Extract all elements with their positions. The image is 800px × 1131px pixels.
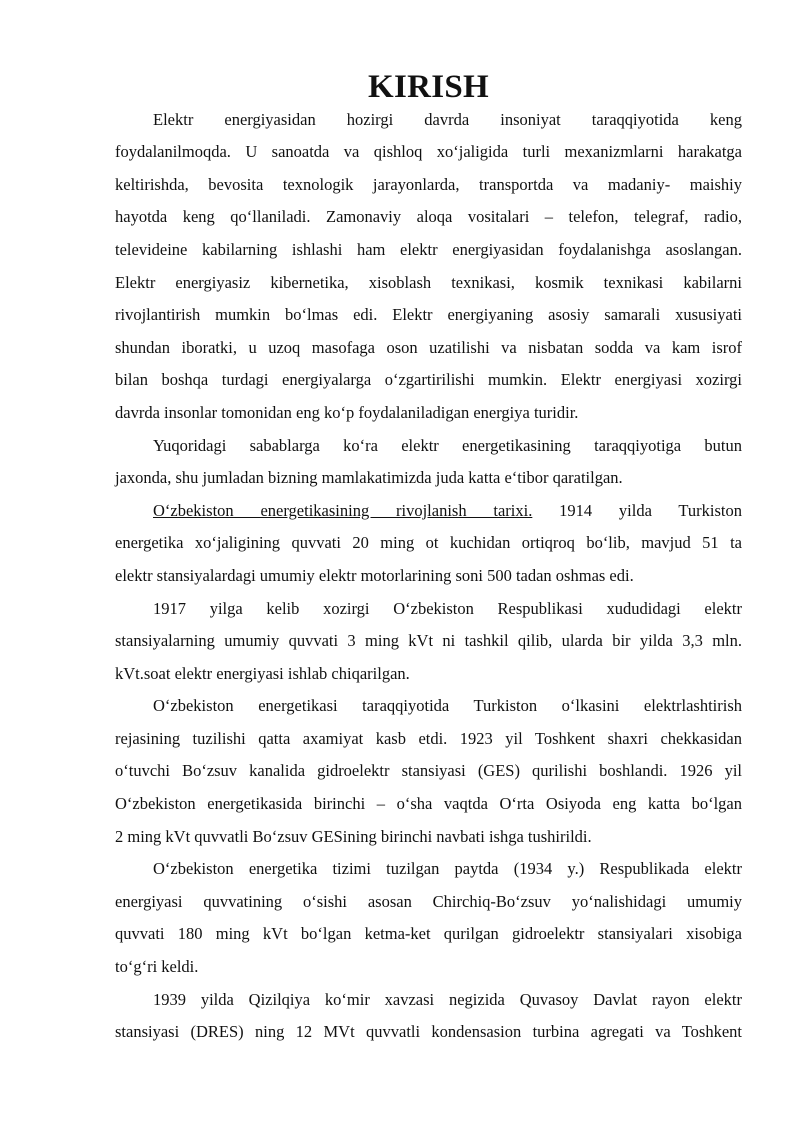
text-line-with-heading [115, 495, 742, 528]
text-line: hayotda keng qo‘llaniladi. Zamonaviy aloqa vositalari – telefon, telegraf, radio, [115, 207, 742, 227]
paragraph-intro [115, 104, 742, 430]
document-title: KIRISH [367, 69, 489, 105]
text-line: televideine kabilarning ishlashi ham elektr energiyasidan foydalanishga asoslangan. [115, 239, 742, 259]
text-line: shundan iboratki, u uzoq masofaga oson uzatilishi va nisbatan sodda va kam isrof [115, 337, 742, 357]
text-line: davrda insonlar tomonidan eng ko‘p foydalaniladigan energiya turidir. [115, 402, 579, 422]
paragraph-reasons [115, 430, 742, 495]
text-line: O‘zbekiston energetika tizimi tuzilgan paytda (1934 y.) Respublikada elektr [153, 859, 742, 879]
text-line: O‘zbekiston energetikasi taraqqiyotida Turkiston o‘lkasini elektrlashtirish [153, 696, 742, 716]
text-line: energiyasi quvvatining o‘sishi asosan Chirchiq-Bo‘zsuv yo‘nalishidagi umumiy [115, 891, 742, 911]
text-line: Elektr energiyasiz kibernetika, xisoblash texnikasi, kosmik texnikasi kabilarni [115, 272, 742, 292]
text-line: bilan boshqa turdagi energiyalarga o‘zgartirilishi mumkin. Elektr energiyasi xozirgi [115, 370, 742, 390]
paragraph-1934 [115, 853, 742, 983]
section-heading-underlined: O‘zbekiston energetikasining rivojlanish tarixi. [153, 500, 533, 520]
paragraph-1939 [115, 984, 742, 1049]
text-line: 1939 yilda Qizilqiya ko‘mir xavzasi negizida Quvasoy Davlat rayon elektr [153, 989, 742, 1009]
paragraph-history [115, 495, 742, 593]
text-line: to‘g‘ri keldi. [115, 957, 199, 977]
text-line: jaxonda, shu jumladan bizning mamlakatimizda juda katta e‘tibor qaratilgan. [115, 468, 623, 488]
text-line: keltirishda, bevosita texnologik jarayonlarda, transportda va madaniy- maishiy [115, 174, 742, 194]
text-line: Elektr energiyasidan hozirgi davrda insoniyat taraqqiyotida keng [153, 109, 742, 129]
text-line: elektr stansiyalardagi umumiy elektr motorlarining soni 500 tadan oshmas edi. [115, 565, 634, 585]
text-line: Yuqoridagi sabablarga ko‘ra elektr energetikasining taraqqiyotiga butun [153, 435, 742, 455]
paragraph-1917 [115, 593, 742, 691]
text-line: 2 ming kVt quvvatli Bo‘zsuv GESining birinchi navbati ishga tushirildi. [115, 826, 592, 846]
text-line: quvvati 180 ming kVt bo‘lgan ketma-ket qurilgan gidroelektr stansiyalari xisobiga [115, 924, 742, 944]
text-line: energetika xo‘jaligining quvvati 20 ming ot kuchidan ortiqroq bo‘lib, mavjud 51 ta [115, 533, 742, 553]
text-line: o‘tuvchi Bo‘zsuv kanalida gidroelektr stansiyasi (GES) qurilishi boshlandi. 1926 yil [115, 761, 742, 781]
text-line: rivojlantirish mumkin bo‘lmas edi. Elektr energiyaning asosiy samarali xususiyati [115, 305, 742, 325]
text-line: rejasining tuzilishi qatta axamiyat kasb etdi. 1923 yil Toshkent shaxri chekkasidan [115, 728, 742, 748]
text-line: O‘zbekiston energetikasida birinchi – o‘sha vaqtda O‘rta Osiyoda eng katta bo‘lgan [115, 794, 742, 814]
text-line: stansiyasi (DRES) ning 12 MVt quvvatli kondensasion turbina agregati va Toshkent [115, 1022, 742, 1042]
text-line: foydalanilmoqda. U sanoatda va qishloq xo‘jaligida turli mexanizmlarni harakatga [115, 142, 742, 162]
document-page [115, 71, 742, 1049]
text-line: stansiyalarning umumiy quvvati 3 ming kVt ni tashkil qilib, ularda bir yilda 3,3 mln. [115, 631, 742, 651]
text-line: 1917 yilga kelib xozirgi O‘zbekiston Respublikasi xududidagi elektr [153, 598, 742, 618]
text-line: kVt.soat elektr energiyasi ishlab chiqarilgan. [115, 663, 410, 683]
text-fragment: 1914 yilda Turkiston [532, 500, 743, 520]
paragraph-electrification [115, 690, 742, 853]
